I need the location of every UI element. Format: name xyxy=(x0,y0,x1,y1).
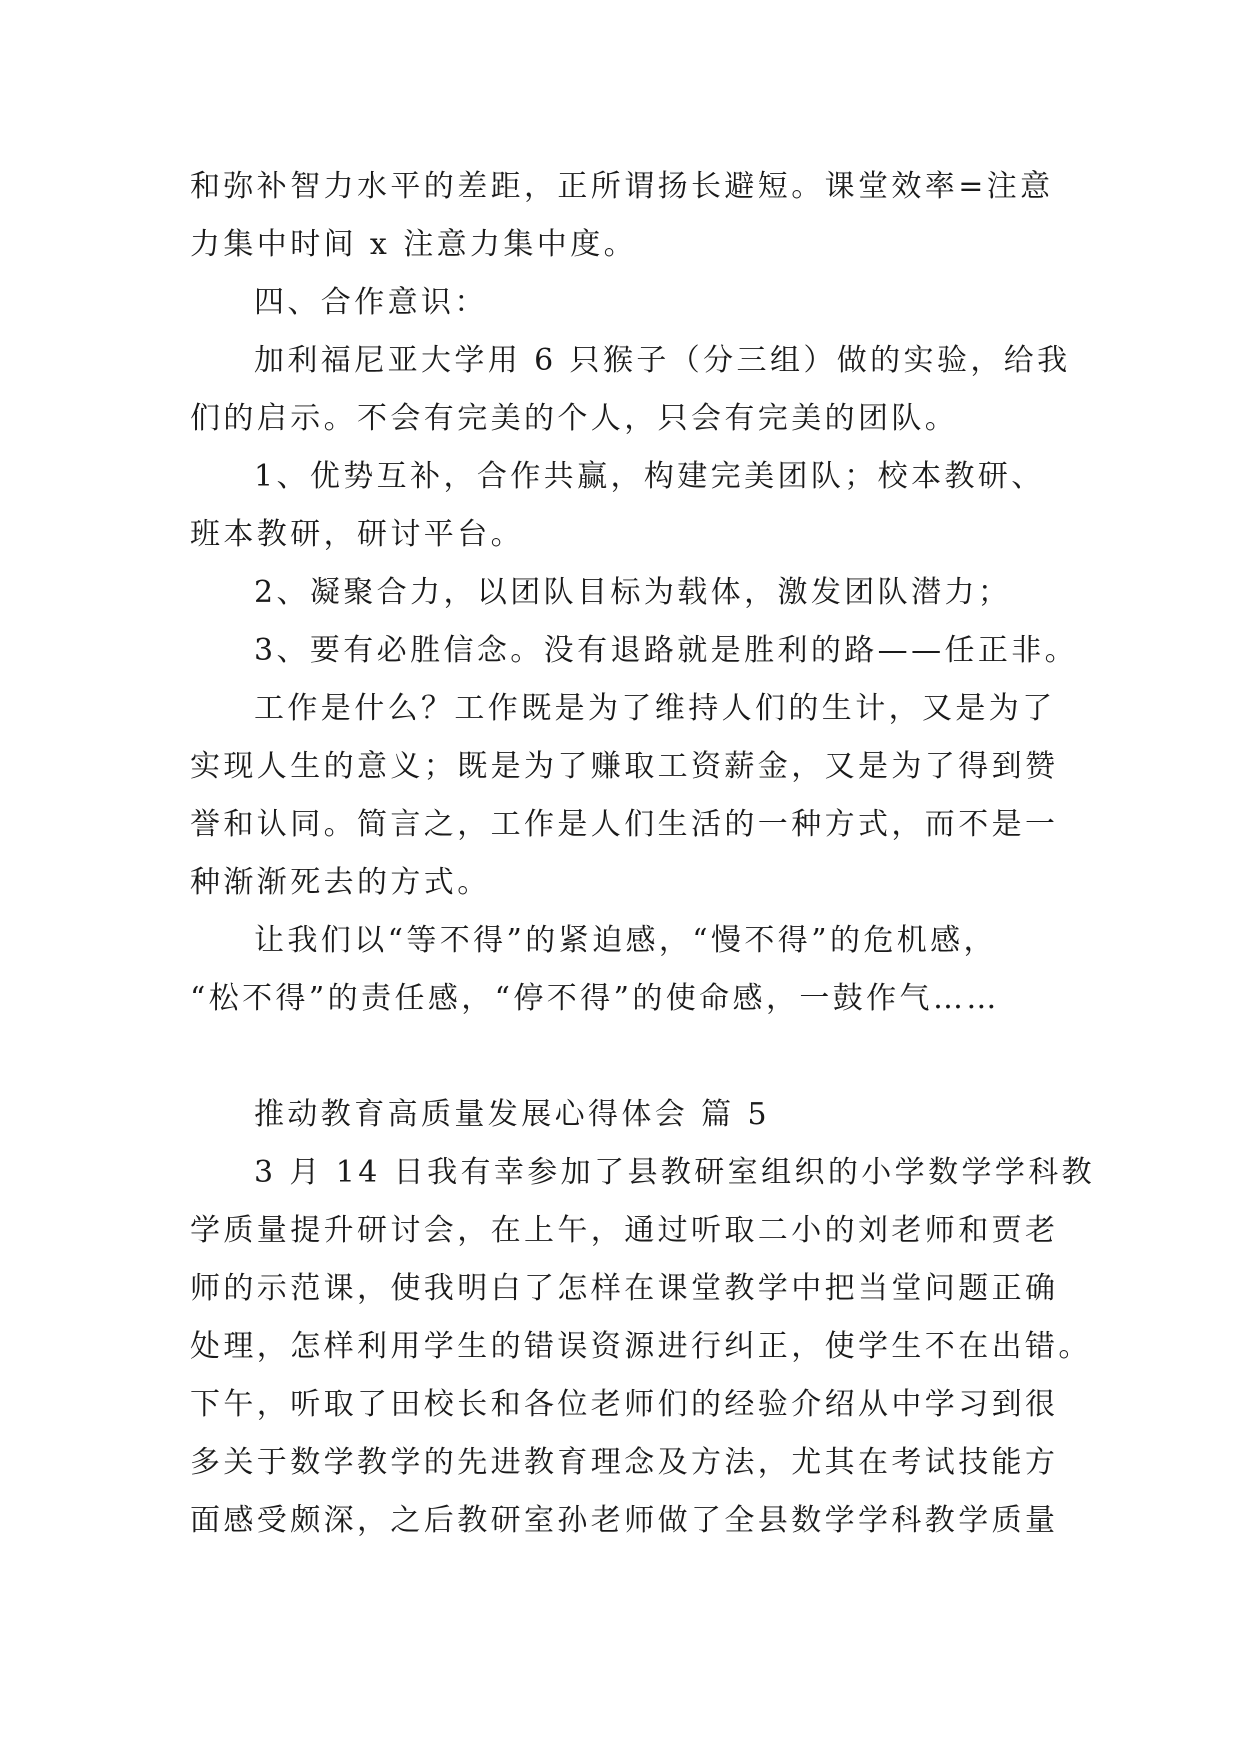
text-line: 班本教研，研讨平台。 xyxy=(190,517,524,552)
text-line: 学质量提升研讨会，在上午，通过听取二小的刘老师和贾老 xyxy=(190,1213,1059,1248)
text-line: 工作是什么？工作既是为了维持人们的生计，又是为了 xyxy=(254,691,1056,726)
section-spacer xyxy=(190,1028,1060,1086)
text-line: 3 月 14 日我有幸参加了县教研室组织的小学数学学科教 xyxy=(254,1155,1096,1190)
text-line: 多关于数学教学的先进教育理念及方法，尤其在考试技能方 xyxy=(190,1445,1059,1480)
text-line: 师的示范课，使我明白了怎样在课堂教学中把当堂问题正确 xyxy=(190,1271,1059,1306)
paragraph-block-top xyxy=(190,158,1079,1028)
text-line: 誉和认同。简言之，工作是人们生活的一种方式，而不是一 xyxy=(190,807,1059,842)
text-line: 实现人生的意义；既是为了赚取工资薪金，又是为了得到赞 xyxy=(190,749,1059,784)
text-line: 力集中时间 x 注意力集中度。 xyxy=(190,227,637,262)
document-body xyxy=(190,158,1096,1550)
text-line: 3、要有必胜信念。没有退路就是胜利的路——任正非。 xyxy=(254,633,1079,668)
paragraph-block-bottom xyxy=(190,1144,1096,1550)
text-line: 下午，听取了田校长和各位老师们的经验介绍从中学习到很 xyxy=(190,1387,1059,1422)
text-line: 1、优势互补，合作共赢，构建完美团队；校本教研、 xyxy=(254,459,1045,494)
text-line: 和弥补智力水平的差距，正所谓扬长避短。课堂效率=注意 xyxy=(190,169,1054,204)
text-line: 2、凝聚合力，以团队目标为载体，激发团队潜力； xyxy=(254,575,1012,610)
text-line: 们的启示。不会有完美的个人，只会有完美的团队。 xyxy=(190,401,959,436)
text-line: 四、合作意识： xyxy=(254,285,488,320)
text-line: 处理，怎样利用学生的错误资源进行纠正，使学生不在出错。 xyxy=(190,1329,1092,1364)
text-line: 面感受颇深，之后教研室孙老师做了全县数学学科教学质量 xyxy=(190,1503,1059,1538)
text-line: 让我们以“等不得”的紧迫感，“慢不得”的危机感， xyxy=(254,923,997,958)
text-line: 加利福尼亚大学用 6 只猴子（分三组）做的实验，给我 xyxy=(254,343,1071,378)
text-line: “松不得”的责任感，“停不得”的使命感，一鼓作气…… xyxy=(190,981,1000,1016)
section-heading: 推动教育高质量发展心得体会 篇 5 xyxy=(254,1097,770,1132)
text-line: 种渐渐死去的方式。 xyxy=(190,865,491,900)
